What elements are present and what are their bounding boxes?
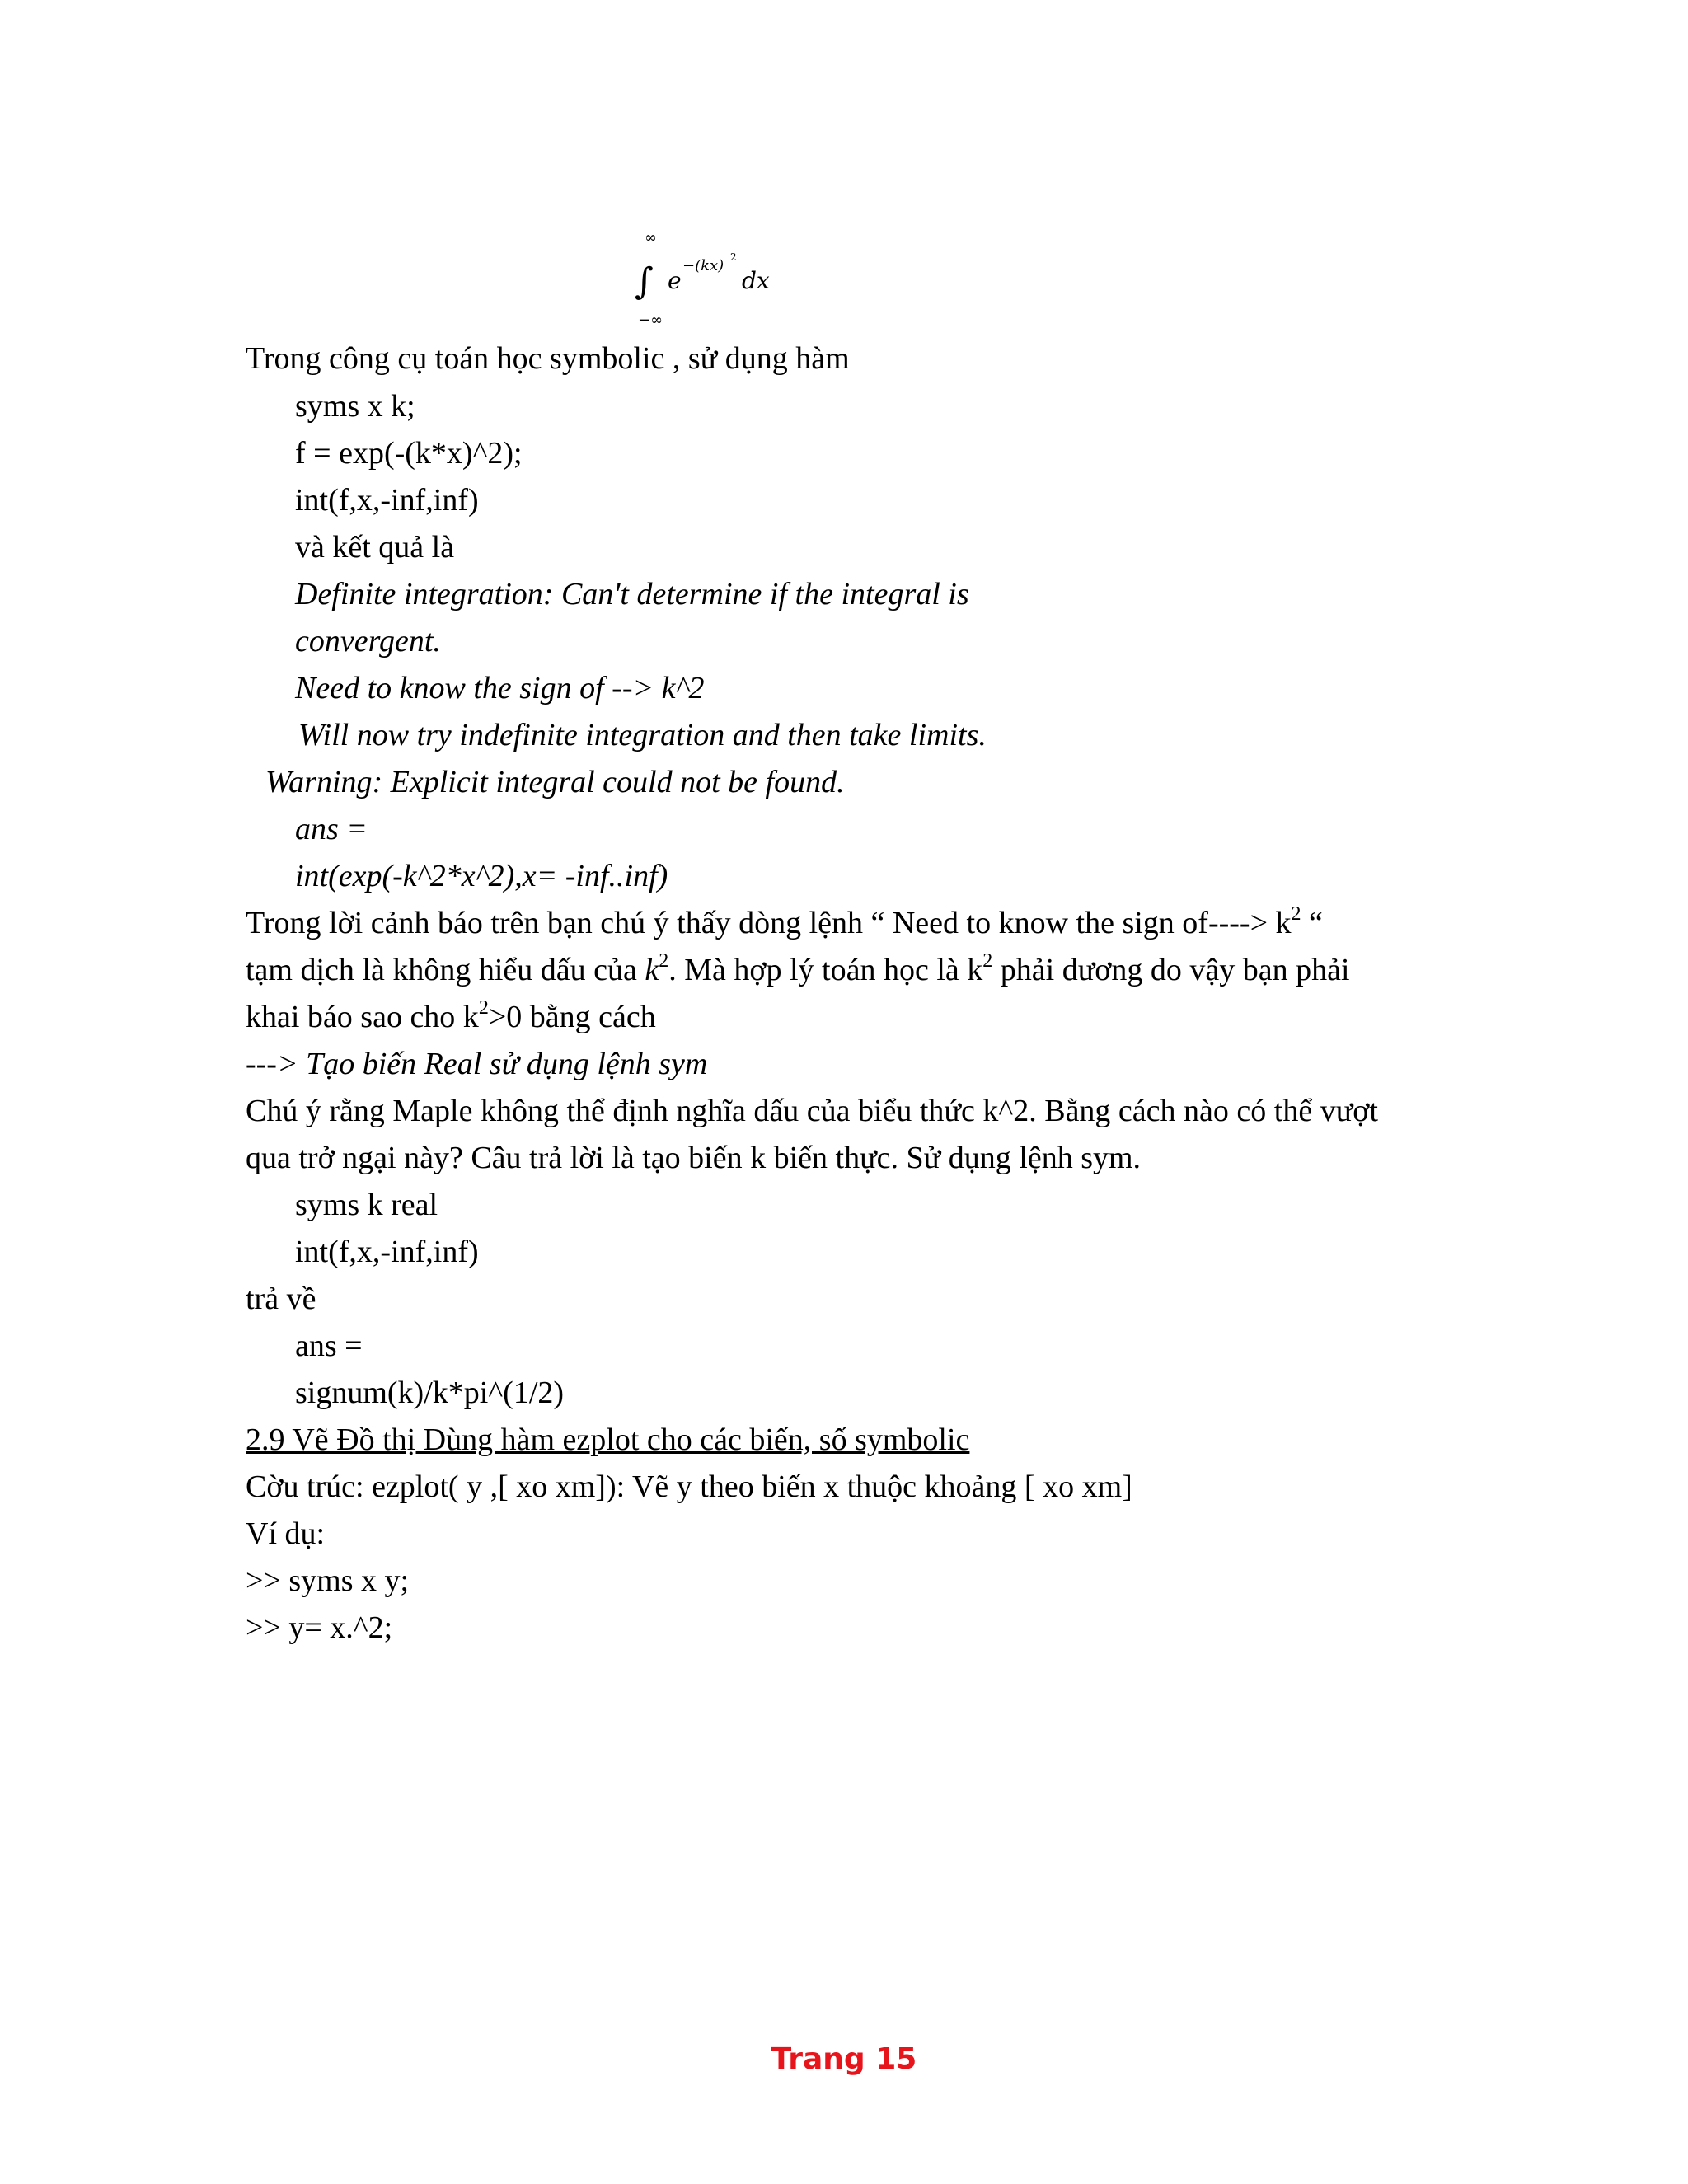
- text-line: [246, 998, 656, 1036]
- integral-lower-limit: −∞: [638, 312, 663, 329]
- integrand-exponent-power: 2: [730, 251, 737, 263]
- text-line: [246, 904, 1323, 942]
- superscript: 2: [1291, 903, 1301, 925]
- integral-sign: ∫: [635, 260, 654, 302]
- integral-differential: dx: [742, 267, 770, 294]
- integral-formula: [626, 223, 791, 338]
- output-line: convergent.: [295, 624, 441, 658]
- text-line: và kết quả là: [295, 530, 455, 565]
- integral-upper-limit: ∞: [645, 229, 657, 246]
- text-segment: “: [1301, 906, 1323, 940]
- superscript: 2: [478, 997, 489, 1019]
- code-line: int(f,x,-inf,inf): [295, 483, 479, 518]
- integrand-exponent: −(kx): [682, 257, 724, 274]
- text-line: Chú ý rằng Maple không thể định nghĩa dấu của biểu thức k^2. Bằng cách nào có thể vượt: [246, 1094, 1378, 1128]
- text-segment: khai báo sao cho k: [246, 1000, 479, 1034]
- page-number: Trang 15: [771, 2042, 917, 2076]
- text-line: Trong công cụ toán học symbolic , sử dụng hàm: [246, 341, 850, 376]
- code-line: syms x k;: [295, 389, 415, 424]
- text-line: Ví dụ:: [246, 1516, 326, 1551]
- integrand-base: e: [668, 267, 682, 294]
- output-line: Definite integration: Can't determine if the integral is: [295, 577, 969, 612]
- code-line: signum(k)/k*pi^(1/2): [295, 1376, 565, 1410]
- text-line: Cờu trúc: ezplot( y ,[ xo xm]): Vẽ y theo biến x thuộc khoảng [ xo xm]: [246, 1469, 1132, 1504]
- text-segment: . Mà hợp lý toán học là k: [668, 953, 983, 987]
- output-line: int(exp(-k^2*x^2),x= -inf..inf): [295, 859, 668, 893]
- text-segment: >0 bằng cách: [488, 1000, 656, 1034]
- math-k: k: [645, 953, 659, 987]
- code-line: int(f,x,-inf,inf): [295, 1235, 479, 1269]
- text-segment: phải dương do vậy bạn phải: [992, 953, 1350, 987]
- text-line: qua trở ngại này? Câu trả lời là tạo biến k biến thực. Sử dụng lệnh sym.: [246, 1141, 1142, 1175]
- code-line: >> syms x y;: [246, 1563, 410, 1598]
- text-line: ---> Tạo biến Real sử dụng lệnh sym: [246, 1047, 708, 1081]
- section-heading: 2.9 Vẽ Đồ thị Dùng hàm ezplot cho các biến, số symbolic: [246, 1422, 970, 1457]
- warning-line: Warning: Explicit integral could not be found.: [265, 765, 845, 799]
- text-line: trả về: [246, 1282, 316, 1316]
- code-line: ans =: [295, 1329, 363, 1363]
- code-line: >> y= x.^2;: [246, 1610, 393, 1645]
- text-segment: tạm dịch là không hiểu dấu của: [246, 953, 645, 987]
- output-line: ans =: [295, 812, 368, 846]
- text-segment: Trong lời cảnh báo trên bạn chú ý thấy dòng lệnh “ Need to know the sign of----> k: [246, 906, 1292, 940]
- output-line: Need to know the sign of --> k^2: [295, 671, 705, 705]
- superscript: 2: [659, 950, 669, 972]
- code-line: syms k real: [295, 1188, 438, 1222]
- integral-formula-graphic: [626, 223, 791, 338]
- superscript: 2: [982, 950, 993, 972]
- text-line: [246, 951, 1350, 989]
- code-line: f = exp(-(k*x)^2);: [295, 436, 523, 471]
- output-line: Will now try indefinite integration and then take limits.: [298, 718, 987, 752]
